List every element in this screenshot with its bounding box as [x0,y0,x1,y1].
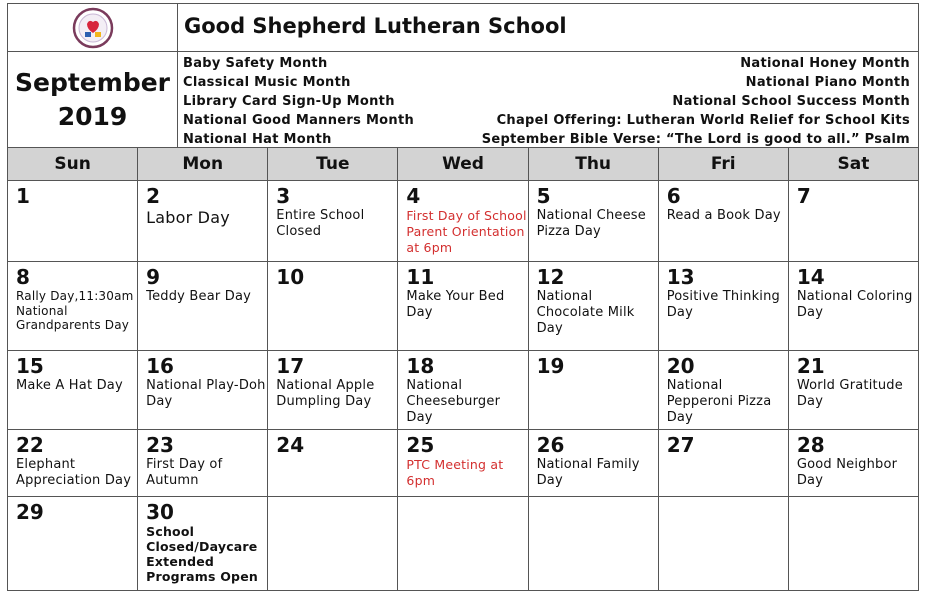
month-label: September [15,68,170,97]
day-number: 24 [276,433,305,457]
day-number: 27 [666,433,695,457]
day-number: 8 [16,265,30,289]
day-number: 4 [406,184,421,208]
day-number: 2 [146,184,161,208]
day-event: Rally Day,11:30am National Grandparents Day [16,289,134,332]
observance-right: National Piano Month [745,75,910,90]
day-event: National Coloring Day [796,289,913,320]
day-number: 15 [16,354,44,378]
day-number: 1 [16,184,30,208]
empty-day-cell [659,497,789,590]
empty-day-cell [529,497,659,590]
observance-left: National Good Manners Month [183,113,415,128]
day-cell [529,430,659,496]
day-event: School Closed/Daycare Extended Programs Open [146,524,258,584]
day-number: 21 [796,354,825,378]
day-event: Elephant Appreciation Day [16,457,132,488]
day-cell [789,430,919,496]
day-number: 28 [796,433,825,457]
day-number: 30 [146,500,174,524]
day-cell [789,181,919,261]
day-event: Positive Thinking Day [666,289,781,320]
day-cell [398,430,528,496]
observances [178,52,918,148]
day-cell [529,262,659,350]
day-cell [268,181,398,261]
day-event: Good Neighbor Day [796,457,898,488]
day-number: 13 [666,265,695,289]
weekday-label: Sat [837,154,870,174]
observance-left: National Hat Month [183,132,332,147]
observance-right: National School Success Month [672,94,910,109]
day-cell [8,181,138,261]
day-number: 3 [276,184,291,208]
day-number: 9 [146,265,161,289]
day-event: National Apple Dumpling Day [276,378,375,409]
day-number: 11 [406,265,435,289]
day-event: National Play-Doh Day [146,378,266,409]
day-event: Make Your Bed Day [406,289,505,320]
day-cell [659,351,789,429]
day-cell [8,497,138,590]
observance-right: Chapel Offering: Lutheran World Relief for School Kits [496,113,910,128]
day-event: National Family Day [536,457,640,488]
calendar-week-row [8,351,919,430]
weekday-label: Mon [138,148,268,180]
day-number: 25 [406,433,435,457]
day-event: National Pepperoni Pizza Day [666,378,772,425]
day-event: Labor Day [146,208,230,227]
calendar-week-row [8,430,919,497]
day-event: First Day of School Parent Orientation at 6pm [406,208,527,255]
day-cell [8,262,138,350]
observance-left: Classical Music Month [183,75,351,90]
day-event: National Cheeseburger Day [406,378,501,425]
day-cell [529,351,659,429]
day-cell [268,262,398,350]
day-cell [138,351,268,429]
day-cell [138,262,268,350]
day-event: Read a Book Day [666,208,781,223]
observance-right: September Bible Verse: “The Lord is good to all.” Psalm [481,132,910,147]
day-number: 5 [536,184,551,208]
day-cell [398,262,528,350]
day-event: PTC Meeting at 6pm [406,457,504,488]
day-number: 7 [796,184,811,208]
logo-cell [8,4,178,52]
day-cell [659,181,789,261]
day-event: World Gratitude Day [796,378,903,409]
day-number: 12 [536,265,565,289]
calendar-week-row [8,262,919,351]
day-number: 26 [536,433,565,457]
day-cell [529,181,659,261]
weekday-label: Fri [659,148,789,180]
day-number: 17 [276,354,305,378]
weekday-label: Thu [529,148,659,180]
day-event: Entire School Closed [276,208,365,239]
calendar-week-row [8,497,919,591]
day-number: 29 [16,500,44,524]
observance-left: Library Card Sign-Up Month [183,94,395,109]
empty-day-cell [268,497,398,590]
weekday-header [7,148,919,181]
day-cell [138,497,268,590]
weekday-label: Tue [268,148,398,180]
day-cell [8,430,138,496]
day-cell [398,351,528,429]
day-number: 18 [406,354,435,378]
day-cell [789,262,919,350]
day-event: Teddy Bear Day [146,289,252,304]
observance-left: Baby Safety Month [183,56,328,71]
year-label: 2019 [57,102,128,131]
day-number: 20 [666,354,695,378]
weekday-label: Sun [8,148,138,180]
day-number: 14 [796,265,825,289]
calendar-header [7,3,919,148]
day-cell [398,181,528,261]
day-cell [8,351,138,429]
day-number: 19 [536,354,565,378]
day-event: Make A Hat Day [16,378,123,393]
school-name: Good Shepherd Lutheran School [178,4,918,52]
day-number: 16 [146,354,174,378]
day-cell [138,181,268,261]
school-logo-icon [71,7,115,49]
day-cell [659,430,789,496]
day-cell [659,262,789,350]
day-cell [789,351,919,429]
day-number: 6 [666,184,681,208]
day-cell [268,351,398,429]
calendar-grid [7,181,919,591]
day-number: 22 [16,433,44,457]
day-cell [138,430,268,496]
day-cell [268,430,398,496]
day-number: 10 [276,265,305,289]
day-event: National Chocolate Milk Day [536,289,635,336]
day-event: National Cheese Pizza Day [536,208,646,239]
calendar-week-row [8,181,919,262]
empty-day-cell [398,497,528,590]
observance-right: National Honey Month [740,56,910,71]
day-number: 23 [146,433,174,457]
day-event: First Day of Autumn [146,457,223,488]
empty-day-cell [789,497,919,590]
weekday-label: Wed [398,148,528,180]
month-year [8,52,178,148]
